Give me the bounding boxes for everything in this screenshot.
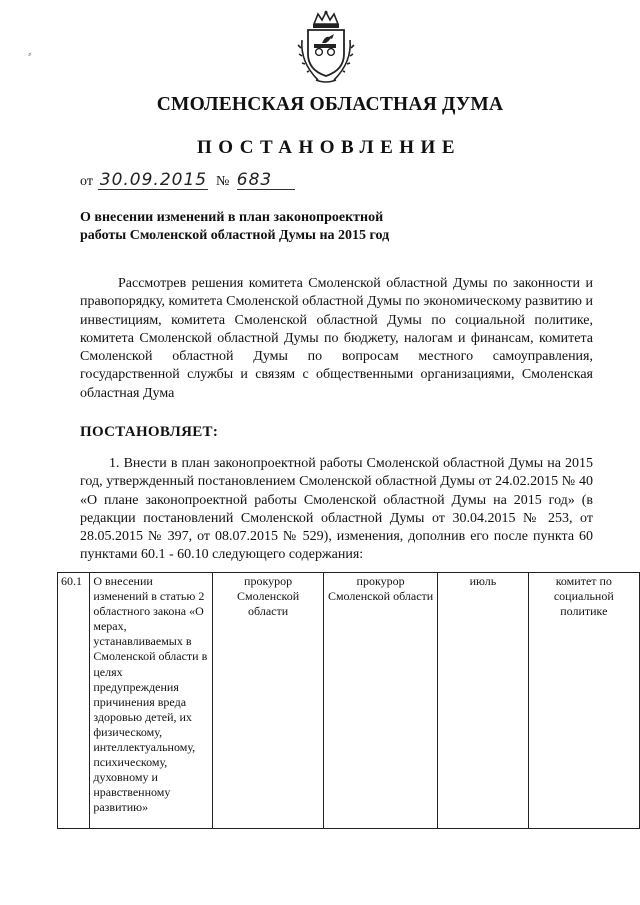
term-cell: июль bbox=[438, 573, 528, 829]
responsible-committee-cell: комитет по социальной политике bbox=[528, 573, 639, 829]
handwritten-number: 683 bbox=[237, 171, 295, 190]
decision-heading: ПОСТАНОВЛЯЕТ: bbox=[80, 424, 219, 440]
document-subject bbox=[80, 209, 440, 245]
date-number-line bbox=[80, 171, 295, 190]
item-1-paragraph: 1. Внести в план законопроектной работы Смоленской областной Думы на 2015 год, утвержденный постановлением Смоленской областной Думы от 24.02.2015 № 40 «О плане законопроектной работы Смоленской областной Думы на 2015 год» (в редакции постановлений Смоленской областной Думы от 30.04.2015 № 253, от 28.05.2015 № 397, от 08.07.2015 № 529), изменения, дополнив его после пункта 60 пунктами 60.1 - 60.10 следующего содержания: bbox=[80, 456, 593, 563]
number-label: № bbox=[215, 174, 230, 189]
coat-of-arms-icon bbox=[296, 10, 356, 84]
preamble-paragraph: Рассмотрев решения комитета Смоленской областной Думы по законности и правопорядку, комитета Смоленской областной Думы по экономическому развитию и инвестициям, комитета Смоленской областной Думы по социальной политике, комитета Смоленской областной Думы по бюджету, налогам и финансам, комитета Смоленской областной Думы по вопросам местного самоуправления, государственной службы и связям с общественными организациями, Смоленская областная Дума bbox=[80, 276, 593, 401]
developer-cell: прокурор Смоленской области bbox=[323, 573, 437, 829]
handwritten-date: 30.09.2015 bbox=[99, 170, 208, 190]
plan-table bbox=[57, 572, 640, 829]
table-row bbox=[58, 573, 640, 829]
bill-name-cell: О внесении изменений в статью 2 областного закона «О мерах, устанавливаемых в Смоленской области в целях предупреждения причинения вреда здоровью детей, их физическому, интеллектуальному, психическому, духовному и нравственному развитию» bbox=[90, 573, 213, 829]
row-number-cell: 60.1 bbox=[58, 573, 90, 829]
subject-line-1: О внесении изменений в план законопроектной bbox=[80, 210, 384, 225]
date-prefix: от bbox=[80, 174, 93, 189]
subject-line-2: работы Смоленской областной Думы на 2015 год bbox=[80, 228, 390, 243]
organization-title: СМОЛЕНСКАЯ ОБЛАСТНАЯ ДУМА bbox=[156, 94, 504, 115]
scan-speck: ⸗ bbox=[28, 48, 32, 60]
initiator-cell: прокурор Смоленской области bbox=[213, 573, 324, 829]
document-type-heading: ПОСТАНОВЛЕНИЕ bbox=[196, 137, 462, 158]
